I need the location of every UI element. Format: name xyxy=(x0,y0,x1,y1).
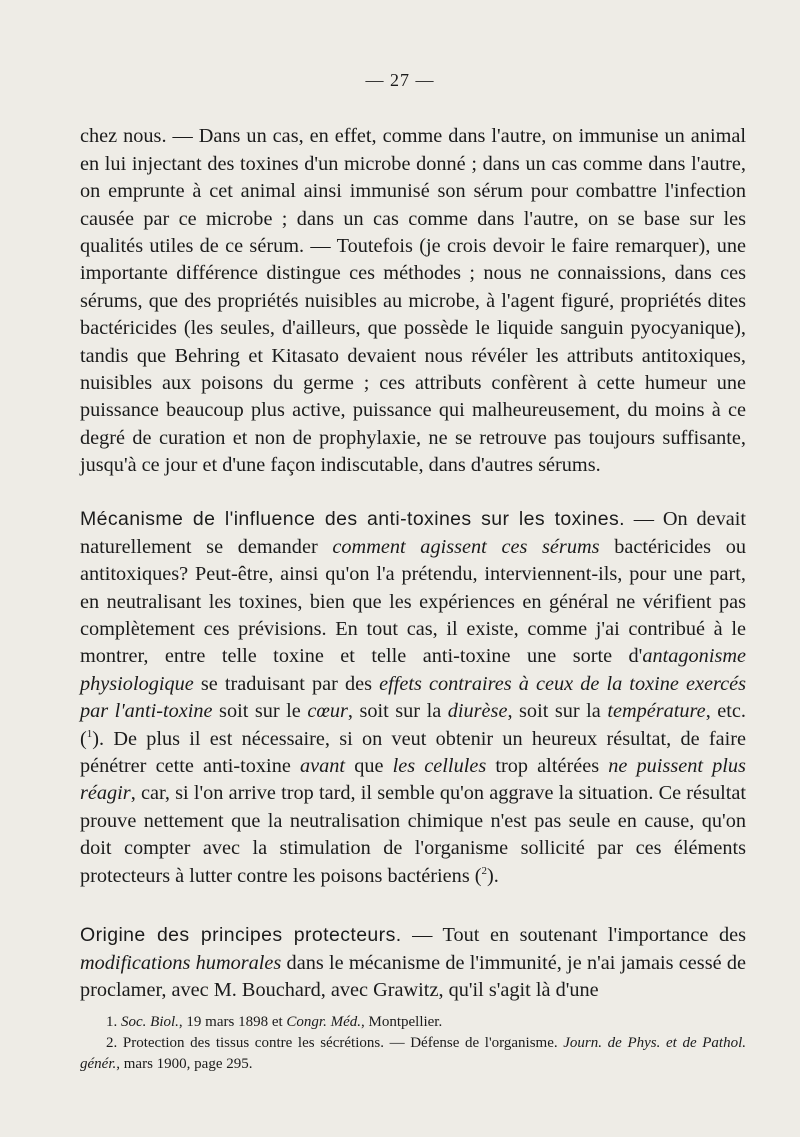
italic-run: cœur xyxy=(307,700,348,723)
text-run: se traduisant par des xyxy=(200,672,372,695)
heading-dash: — xyxy=(412,924,433,947)
text-run: , car, si l'on arrive trop tard, il semble qu'on aggrave la situation. Ce résultat prouve nettement que la neutralisation chimique n'est pas seule en cause, qu'on doit compter avec la stimulation de l'organisme sollicité par ces éléments protecteurs à lutter contre les poisons bactériens ( xyxy=(80,782,746,887)
text-run: que xyxy=(354,754,384,777)
section-heading-mecanisme: Mécanisme de l'influence des anti-toxines sur les toxines. xyxy=(80,508,625,531)
text-run: , etc. ( xyxy=(80,700,746,750)
footnotes xyxy=(80,1012,746,1075)
footnote-2 xyxy=(80,1033,746,1075)
text-run: , mars 1900, page 295. xyxy=(116,1056,253,1072)
text-run: , Montpellier. xyxy=(360,1014,443,1030)
text-run: , soit sur la xyxy=(507,700,601,723)
footnote-ref-2[interactable]: 2 xyxy=(481,864,488,877)
footnote-ref-1[interactable]: 1 xyxy=(86,727,93,740)
text-run: , 19 mars 1898 et xyxy=(178,1014,283,1030)
page-number: — 27 — xyxy=(365,70,435,90)
text-run: trop altérées xyxy=(495,754,600,777)
text-run: ). De plus il est nécessaire, si on veut obtenir un heureux résultat, de faire pénétrer cette anti-toxine xyxy=(80,727,746,777)
section-heading-origine: Origine des principes protecteurs. xyxy=(80,924,402,947)
italic-run: ne puissent plus réagir xyxy=(80,754,746,805)
italic-run: modifications humorales xyxy=(80,951,282,974)
footnote-number: 1. xyxy=(106,1014,118,1030)
footnote-number: 2. xyxy=(106,1035,118,1051)
paragraph-origine xyxy=(80,922,746,1004)
paragraph-immunisation: chez nous. — Dans un cas, en effet, comme dans l'autre, on immunise un animal en lui injectant des toxines d'un microbe donné ; dans un cas comme dans l'autre, on emprunte à cet animal ainsi immunisé son sérum pour combattre l'infection causée par ce microbe ; dans un cas comme dans l'autre, on se base sur les qualités utiles de ce sérum. — Toutefois (je crois devoir le faire remarquer), une importante différence distingue ces méthodes ; nous ne connaissions, dans ces sérums, que des propriétés nuisibles au microbe, à l'agent figuré, propriétés dites bactéricides (les seules, d'ailleurs, que possède le liquide sanguin pyocyanique), tandis que Behring et Kitasato devaient nous révéler les attributs antitoxiques, nuisibles aux poisons du germe ; ces attributs confèrent à cette humeur une puissance beaucoup plus active, puissance qui malheureusement, du moins à ce degré de curation et non de prophylaxie, ne se retrouve pas toujours suffisante, jusqu'à ce jour et d'une façon indiscutable, dans d'autres sérums. xyxy=(80,125,746,477)
italic-run: antagonisme physiologique xyxy=(80,645,746,695)
text-run: bactéricides ou antitoxiques? Peut-être, ainsi qu'on l'a prétendu, interviennent-ils, pour une part, en neutralisant les toxines, bien que les expériences en général ne vérifient pas complètement ces prévisions. En tout cas, il existe, comme j'ai contribué à le montrer, entre telle toxine et telle anti-toxine une sorte d' xyxy=(80,535,746,668)
text-run: Tout en soutenant l'importance des xyxy=(442,924,746,947)
italic-run: comment agissent ces sérums xyxy=(332,535,600,558)
text-run: soit sur le xyxy=(219,700,301,723)
text-run: , soit sur la xyxy=(347,700,442,723)
text-run: On devait naturellement se demander xyxy=(80,508,746,558)
italic-run: avant xyxy=(299,754,346,777)
italic-run: Journ. de Phys. et de Pathol. génér. xyxy=(80,1035,746,1072)
paragraph-mecanisme xyxy=(80,506,746,890)
text-run: ). xyxy=(487,864,499,887)
italic-run: Congr. Méd. xyxy=(286,1014,361,1030)
text-run: Protection des tissus contre les sécrétions. — Défense de l'organisme. xyxy=(122,1035,558,1051)
italic-run: effets contraires à ceux de la toxine exercés par l'anti-toxine xyxy=(80,672,747,723)
italic-run: Soc. Biol. xyxy=(121,1014,179,1030)
footnote-1 xyxy=(80,1012,746,1033)
italic-run: diurèse xyxy=(447,700,508,723)
text-run: dans le mécanisme de l'immunité, je n'ai jamais cessé de proclamer, avec M. Bouchard, avec Grawitz, qu'il s'agit là d'une xyxy=(80,951,746,1002)
heading-dash: — xyxy=(633,508,655,531)
italic-run: température xyxy=(607,700,706,723)
italic-run: les cellules xyxy=(392,754,487,777)
